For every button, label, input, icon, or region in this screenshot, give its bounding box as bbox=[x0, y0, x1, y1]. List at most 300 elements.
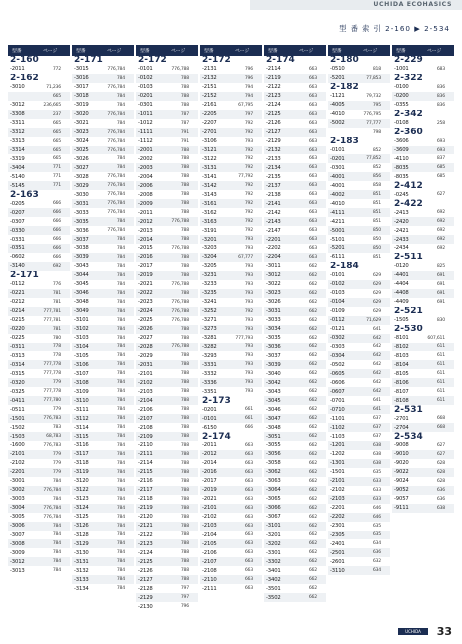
page-ref: 825 bbox=[436, 263, 445, 269]
model-code: -2103 bbox=[138, 388, 153, 395]
index-row bbox=[136, 486, 198, 495]
model-code: -2161 bbox=[202, 102, 217, 109]
model-code: -0307 bbox=[10, 218, 25, 225]
index-column bbox=[328, 45, 390, 605]
page-ref: 796 bbox=[244, 66, 253, 72]
model-code: -5145 bbox=[10, 182, 25, 189]
index-row bbox=[8, 396, 70, 405]
index-row bbox=[72, 83, 134, 92]
page-ref: 776,788 bbox=[171, 219, 189, 225]
page-ref: 784 bbox=[52, 568, 61, 574]
page-ref: 662 bbox=[308, 478, 317, 484]
model-code: -0108 bbox=[394, 120, 409, 127]
index-row bbox=[264, 396, 326, 405]
page-ref: 781 bbox=[52, 326, 61, 332]
index-row bbox=[328, 92, 390, 101]
page-ref: 633 bbox=[372, 478, 381, 484]
model-code: -3131 bbox=[74, 558, 89, 565]
model-code: -2138 bbox=[266, 191, 281, 198]
index-row bbox=[328, 378, 390, 387]
column-header-label: 型番 bbox=[204, 49, 214, 54]
index-row bbox=[200, 110, 262, 119]
model-code: -3404 bbox=[10, 164, 25, 171]
model-code: -0510 bbox=[330, 66, 345, 73]
model-code: -3109 bbox=[74, 388, 89, 395]
page-ref: 635 bbox=[372, 523, 381, 529]
index-row bbox=[200, 369, 262, 378]
page-ref: 852 bbox=[372, 165, 381, 171]
page-ref: 628 bbox=[436, 478, 445, 484]
page-ref: 795 bbox=[372, 102, 381, 108]
index-row bbox=[328, 163, 390, 172]
page-ref: 666 bbox=[52, 219, 61, 225]
model-code: -0120 bbox=[394, 263, 409, 270]
page-ref: 663 bbox=[308, 228, 317, 234]
model-code: -2105 bbox=[202, 540, 217, 547]
index-row bbox=[72, 65, 134, 74]
index-row bbox=[392, 154, 454, 163]
index-row bbox=[328, 334, 390, 343]
page-ref: 793 bbox=[244, 245, 253, 251]
model-code: -1501 bbox=[10, 415, 25, 422]
model-code: -2152 bbox=[202, 93, 217, 100]
page-ref: 661 bbox=[244, 407, 253, 413]
model-code: -2433 bbox=[394, 236, 409, 243]
index-row bbox=[136, 226, 198, 235]
model-code: -2130 bbox=[138, 603, 153, 610]
index-row bbox=[136, 477, 198, 486]
model-code: -3351 bbox=[202, 388, 217, 395]
model-code: -2102 bbox=[10, 460, 25, 467]
page-ref: 788 bbox=[180, 442, 189, 448]
index-row bbox=[392, 504, 454, 513]
page-ref: 777,793 bbox=[235, 335, 253, 341]
index-row bbox=[136, 146, 198, 155]
index-row bbox=[136, 163, 198, 172]
index-row bbox=[136, 244, 198, 253]
model-code: -0101 bbox=[330, 147, 345, 153]
model-code: -3163 bbox=[202, 218, 217, 225]
page-ref: 642 bbox=[372, 389, 381, 395]
model-code: -3046 bbox=[74, 290, 89, 297]
index-row bbox=[264, 557, 326, 566]
model-code: -2110 bbox=[202, 576, 217, 583]
group-heading: 2-521 bbox=[392, 307, 454, 316]
index-row bbox=[200, 325, 262, 334]
index-row bbox=[264, 163, 326, 172]
model-code: -3104 bbox=[74, 343, 89, 350]
model-code: -3043 bbox=[74, 263, 89, 270]
model-code: -2125 bbox=[138, 558, 153, 565]
model-code: -0112 bbox=[330, 317, 345, 324]
page-ref: 793 bbox=[244, 263, 253, 269]
model-code: -2024 bbox=[138, 308, 153, 315]
page-ref: 663 bbox=[244, 559, 253, 565]
page-ref: 793 bbox=[244, 371, 253, 377]
page-ref: 662 bbox=[308, 281, 317, 287]
model-code: -2124 bbox=[138, 549, 153, 556]
index-row bbox=[328, 316, 390, 325]
model-code: -0313 bbox=[10, 352, 25, 359]
model-code: -0201 bbox=[330, 155, 345, 162]
index-column bbox=[8, 45, 70, 605]
page-ref: 637 bbox=[372, 416, 381, 422]
page-ref: 792 bbox=[244, 308, 253, 314]
page-ref: 642 bbox=[372, 362, 381, 368]
page-ref: 784 bbox=[116, 237, 125, 243]
model-code: -4404 bbox=[394, 281, 409, 288]
page-ref: 692 bbox=[436, 228, 445, 234]
page-ref: 784 bbox=[116, 586, 125, 592]
page-ref: 627 bbox=[436, 192, 445, 198]
page-ref: 642 bbox=[372, 353, 381, 359]
index-row bbox=[392, 163, 454, 172]
index-row bbox=[392, 495, 454, 504]
index-row bbox=[328, 548, 390, 557]
model-code: -3009 bbox=[10, 549, 25, 556]
index-row bbox=[72, 450, 134, 459]
model-code: -3119 bbox=[74, 469, 89, 476]
page-ref: 663 bbox=[308, 156, 317, 162]
model-code: -3401 bbox=[266, 567, 281, 574]
page-ref: 794 bbox=[244, 93, 253, 99]
model-code: -2111 bbox=[138, 451, 153, 458]
index-row bbox=[392, 190, 454, 199]
page-ref: 784 bbox=[116, 577, 125, 583]
index-row bbox=[72, 208, 134, 217]
page-ref: 781 bbox=[52, 290, 61, 296]
index-row bbox=[136, 495, 198, 504]
page-ref: 776,784 bbox=[107, 192, 125, 198]
model-code: -0207 bbox=[10, 209, 25, 216]
model-code: -2107 bbox=[138, 415, 153, 422]
page-ref: 784 bbox=[116, 568, 125, 574]
page-ref: 791 bbox=[180, 129, 189, 135]
model-code: -3130 bbox=[74, 549, 89, 556]
index-row bbox=[8, 316, 70, 325]
page-ref: 836 bbox=[436, 102, 445, 108]
page-ref: 662 bbox=[308, 272, 317, 278]
index-row bbox=[72, 226, 134, 235]
model-code: -3037 bbox=[266, 352, 281, 359]
model-code: -2025 bbox=[138, 317, 153, 324]
model-code: -3319 bbox=[10, 155, 25, 162]
page-ref: 788 bbox=[180, 541, 189, 547]
page-ref: 788 bbox=[180, 550, 189, 556]
index-row bbox=[136, 396, 198, 405]
page-ref: 784 bbox=[116, 478, 125, 484]
index-row bbox=[136, 199, 198, 208]
index-row bbox=[136, 539, 198, 548]
model-code: -3022 bbox=[266, 281, 281, 288]
index-row bbox=[264, 74, 326, 83]
index-row bbox=[328, 110, 390, 119]
page-ref: 788 bbox=[180, 407, 189, 413]
page-ref: 663 bbox=[308, 165, 317, 171]
index-row bbox=[8, 92, 70, 101]
page-ref: 662 bbox=[308, 425, 317, 431]
index-row bbox=[200, 575, 262, 584]
model-code: -2016 bbox=[138, 254, 153, 261]
model-code: -3116 bbox=[74, 442, 89, 449]
model-code: -3312 bbox=[10, 129, 25, 136]
page-ref: 71,629 bbox=[366, 317, 381, 323]
column-header-label: ページ bbox=[235, 49, 250, 54]
model-code: -2133 bbox=[266, 155, 281, 162]
page-ref: 793 bbox=[244, 344, 253, 350]
index-row bbox=[136, 459, 198, 468]
index-row bbox=[328, 468, 390, 477]
model-code: -2013 bbox=[138, 227, 153, 234]
index-row bbox=[392, 396, 454, 405]
model-code: -3241 bbox=[202, 299, 217, 306]
index-row bbox=[328, 253, 390, 262]
model-code: -0301 bbox=[330, 164, 345, 171]
model-code: -2205 bbox=[202, 111, 217, 118]
index-row bbox=[200, 477, 262, 486]
page-ref: 661 bbox=[244, 416, 253, 422]
model-code: -2019 bbox=[138, 272, 153, 279]
page-ref: 776,784 bbox=[107, 174, 125, 180]
index-row bbox=[72, 298, 134, 307]
model-code: -3501 bbox=[266, 585, 281, 592]
index-row bbox=[72, 477, 134, 486]
column-header bbox=[8, 45, 70, 56]
model-code: -2003 bbox=[138, 164, 153, 171]
page-ref: 663 bbox=[308, 245, 317, 251]
page-ref: 788 bbox=[180, 451, 189, 457]
index-row bbox=[200, 137, 262, 146]
model-code: -2119 bbox=[266, 75, 281, 82]
page-ref: 666 bbox=[52, 201, 61, 207]
index-row bbox=[8, 450, 70, 459]
page-ref: 663 bbox=[244, 460, 253, 466]
index-row bbox=[264, 199, 326, 208]
page-ref: 784 bbox=[116, 371, 125, 377]
model-code: -3039 bbox=[266, 361, 281, 368]
index-row bbox=[200, 441, 262, 450]
page-ref: 771 bbox=[52, 183, 61, 189]
page-ref: 77,777 bbox=[366, 120, 381, 126]
index-row bbox=[72, 128, 134, 137]
index-row bbox=[8, 217, 70, 226]
index-row bbox=[328, 74, 390, 83]
page-ref: 663 bbox=[308, 111, 317, 117]
model-code: -2108 bbox=[138, 424, 153, 431]
index-row bbox=[136, 468, 198, 477]
index-row bbox=[328, 181, 390, 190]
model-code: -3056 bbox=[266, 451, 281, 458]
page-ref: 638 bbox=[372, 442, 381, 448]
page-ref: 665 bbox=[52, 138, 61, 144]
index-row bbox=[392, 387, 454, 396]
page-ref: 692 bbox=[436, 245, 445, 251]
model-code: -3112 bbox=[74, 415, 89, 422]
model-code: -0101 bbox=[202, 415, 217, 422]
page-ref: 663 bbox=[308, 84, 317, 90]
index-row bbox=[136, 566, 198, 575]
index-row bbox=[392, 208, 454, 217]
model-code: -0200 bbox=[394, 93, 409, 100]
model-code: -2132 bbox=[202, 75, 217, 82]
page-ref: 784 bbox=[116, 496, 125, 502]
model-code: -1102 bbox=[330, 424, 345, 431]
page-ref: 793 bbox=[244, 299, 253, 305]
model-code: -3047 bbox=[266, 415, 281, 422]
model-code: -3125 bbox=[74, 514, 89, 521]
page-ref: 662 bbox=[308, 568, 317, 574]
index-row bbox=[264, 217, 326, 226]
index-row bbox=[200, 513, 262, 522]
page-ref: 788 bbox=[180, 237, 189, 243]
page-ref: 67,795 bbox=[238, 102, 253, 108]
model-code: -3012 bbox=[266, 272, 281, 279]
column-header bbox=[72, 45, 134, 56]
index-row bbox=[264, 477, 326, 486]
page-ref: 629 bbox=[372, 281, 381, 287]
model-code: -3106 bbox=[202, 138, 217, 145]
index-row bbox=[328, 307, 390, 316]
index-row bbox=[136, 298, 198, 307]
model-code: -2126 bbox=[266, 120, 281, 127]
page-ref: 776,784 bbox=[107, 129, 125, 135]
page-ref: 772 bbox=[52, 66, 61, 72]
page-ref: 776,783 bbox=[43, 442, 61, 448]
model-code: -9052 bbox=[394, 487, 409, 494]
page-ref: 642 bbox=[372, 371, 381, 377]
page-ref: 784 bbox=[116, 469, 125, 475]
model-code: -3332 bbox=[202, 370, 217, 377]
index-row bbox=[72, 101, 134, 110]
page-ref: 788 bbox=[180, 371, 189, 377]
page-ref: 788 bbox=[180, 469, 189, 475]
model-code: -2141 bbox=[266, 200, 281, 207]
model-code: -3045 bbox=[266, 397, 281, 404]
model-code: -3034 bbox=[266, 326, 281, 333]
group-heading: 2-531 bbox=[392, 405, 454, 414]
page-ref: 818 bbox=[372, 66, 381, 72]
model-code: -3026 bbox=[74, 155, 89, 162]
index-row bbox=[136, 128, 198, 137]
page-ref: 776,788 bbox=[171, 344, 189, 350]
model-code: -1600 bbox=[10, 442, 25, 449]
model-code: -0214 bbox=[10, 308, 25, 315]
index-row bbox=[136, 450, 198, 459]
index-row bbox=[328, 128, 390, 137]
page-ref: 77,852 bbox=[366, 156, 381, 162]
index-row bbox=[264, 110, 326, 119]
model-code: -3007 bbox=[10, 531, 25, 538]
page-ref: 663 bbox=[308, 210, 317, 216]
index-row bbox=[72, 531, 134, 540]
index-row bbox=[8, 486, 70, 495]
model-code: -0102 bbox=[138, 75, 153, 82]
model-code: -3273 bbox=[202, 326, 217, 333]
index-row bbox=[136, 513, 198, 522]
page-ref: 628 bbox=[436, 460, 445, 466]
page-ref: 788 bbox=[180, 254, 189, 260]
group-heading: 2-173 bbox=[200, 396, 262, 405]
index-row bbox=[72, 154, 134, 163]
model-code: -3065 bbox=[266, 496, 281, 503]
page-ref: 662 bbox=[308, 514, 317, 520]
model-code: -2134 bbox=[266, 164, 281, 171]
page-ref: 776,784 bbox=[107, 84, 125, 90]
index-row bbox=[392, 280, 454, 289]
page-ref: 663 bbox=[308, 75, 317, 81]
model-code: -3282 bbox=[202, 343, 217, 350]
index-row bbox=[264, 405, 326, 414]
page-ref: 776,788 bbox=[171, 281, 189, 287]
index-row bbox=[328, 280, 390, 289]
page-ref: 663 bbox=[244, 505, 253, 511]
model-code: -3129 bbox=[74, 540, 89, 547]
page-ref: 663 bbox=[308, 147, 317, 153]
index-row bbox=[264, 280, 326, 289]
page-ref: 638 bbox=[436, 505, 445, 511]
page-ref: 629 bbox=[372, 299, 381, 305]
group-heading: 2-342 bbox=[392, 110, 454, 119]
page-ref: 784 bbox=[116, 299, 125, 305]
model-code: -2103 bbox=[330, 496, 345, 503]
index-row bbox=[136, 378, 198, 387]
index-row bbox=[392, 271, 454, 280]
page-ref: 665 bbox=[52, 93, 61, 99]
index-row bbox=[136, 190, 198, 199]
page-ref: 784 bbox=[116, 272, 125, 278]
page-ref: 693 bbox=[436, 147, 445, 153]
page-ref: 611 bbox=[436, 371, 445, 377]
model-code: -3609 bbox=[394, 147, 409, 153]
model-code: -2701 bbox=[394, 415, 409, 422]
index-row bbox=[328, 396, 390, 405]
column-header bbox=[136, 45, 198, 56]
page-ref: 788 bbox=[180, 84, 189, 90]
index-row bbox=[392, 477, 454, 486]
page-ref: 662 bbox=[308, 586, 317, 592]
model-code: -2129 bbox=[138, 594, 153, 601]
index-row bbox=[8, 423, 70, 432]
page-ref: 642 bbox=[372, 380, 381, 386]
page-ref: 642 bbox=[372, 335, 381, 341]
model-code: -3161 bbox=[202, 200, 217, 207]
index-row bbox=[136, 351, 198, 360]
page-ref: 642 bbox=[372, 344, 381, 350]
model-code: -3201 bbox=[266, 531, 281, 538]
index-row bbox=[136, 280, 198, 289]
page-ref: 794 bbox=[244, 84, 253, 90]
model-code: -2031 bbox=[138, 361, 153, 368]
page-ref: 641 bbox=[372, 326, 381, 332]
model-code: -0101 bbox=[330, 272, 345, 279]
index-row bbox=[200, 235, 262, 244]
page-ref: 788 bbox=[180, 290, 189, 296]
model-code: -2029 bbox=[138, 352, 153, 359]
page-ref: 784 bbox=[116, 487, 125, 493]
model-code: -3105 bbox=[74, 352, 89, 359]
page-ref: 662 bbox=[308, 290, 317, 296]
model-code: -2119 bbox=[138, 505, 153, 512]
page-ref: 663 bbox=[308, 192, 317, 198]
page-ref: 663 bbox=[308, 102, 317, 108]
page-ref: 788 bbox=[180, 362, 189, 368]
model-code: -0225 bbox=[10, 335, 25, 342]
page-ref: 771 bbox=[52, 174, 61, 180]
page-ref: 662 bbox=[308, 326, 317, 332]
model-code: -0100 bbox=[394, 84, 409, 91]
page-ref: 663 bbox=[308, 66, 317, 72]
page-ref: 663 bbox=[244, 550, 253, 556]
